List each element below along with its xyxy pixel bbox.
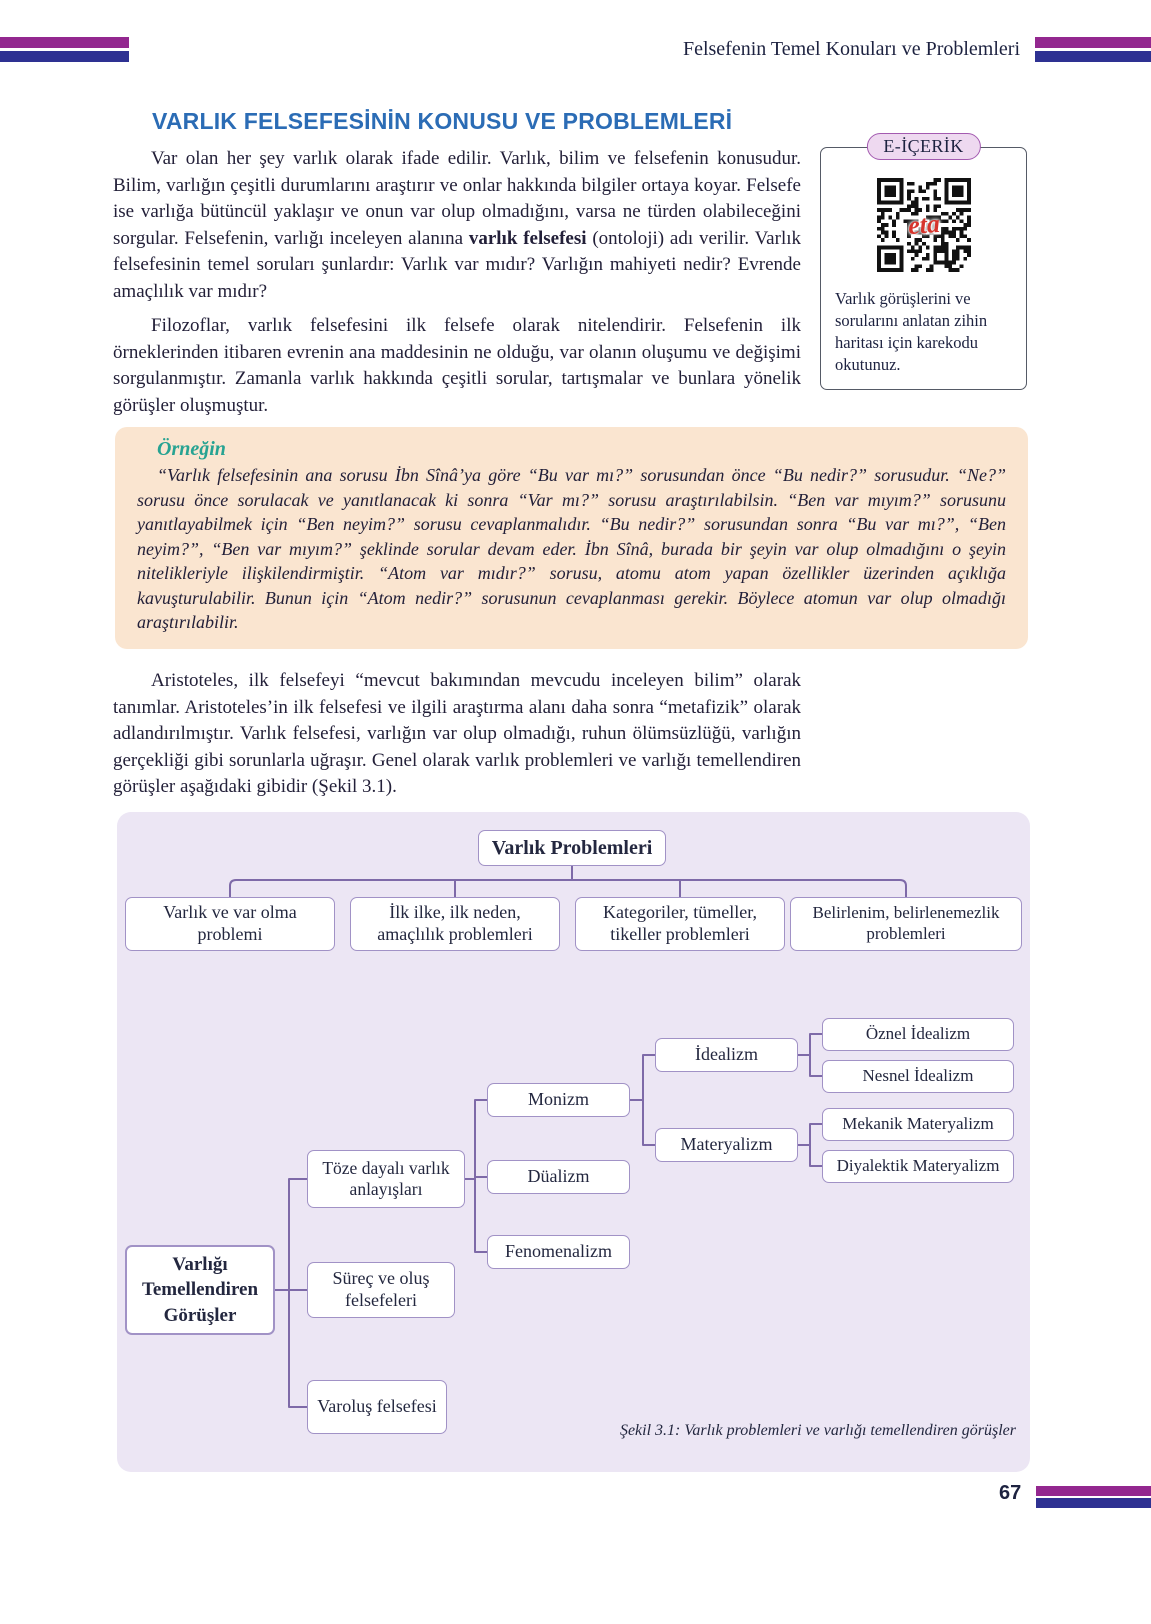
header-stripes-left [0, 37, 129, 62]
node-toze-dayali: Töze dayalı varlık anlayışları [307, 1150, 465, 1208]
qr-code-wrap [877, 178, 971, 272]
stripe-purple [0, 37, 129, 48]
node-ilk-ilke-ilk-neden: İlk ilke, ilk neden, amaçlılık problemleri [350, 897, 560, 951]
node-nesnel-idealizm: Nesnel İdealizm [822, 1060, 1014, 1093]
paragraph-1 [113, 146, 801, 305]
stripe-purple [1035, 37, 1151, 48]
stripe-blue [1036, 1498, 1151, 1508]
chapter-header-title: Felsefenin Temel Konuları ve Problemleri [682, 38, 1020, 60]
figure-3-1-panel [117, 812, 1030, 1472]
node-varolus-felsefesi: Varoluş felsefesi [307, 1380, 447, 1434]
node-varlik-ve-var-olma: Varlık ve var olma problemi [125, 897, 335, 951]
node-idealizm: İdealizm [655, 1038, 798, 1072]
eta-logo: eta [906, 208, 941, 241]
page-number: 67 [999, 1482, 1022, 1504]
node-materyalizm: Materyalizm [655, 1128, 798, 1162]
footer-stripes [1036, 1486, 1151, 1508]
node-fenomenalizm: Fenomenalizm [487, 1235, 630, 1269]
header-stripes-right [1035, 37, 1151, 62]
e-content-label: E-İÇERİK [866, 133, 980, 160]
body-text-column [113, 146, 801, 419]
node-varlik-problemleri: Varlık Problemleri [478, 830, 666, 866]
section-title: VARLIK FELSEFESİNİN KONUSU VE PROBLEMLERİ [152, 108, 733, 134]
node-dualizm: Düalizm [487, 1160, 630, 1194]
example-title: Örneğin [157, 438, 226, 460]
node-surec-ve-olus: Süreç ve oluş felsefeleri [307, 1262, 455, 1318]
node-monizm: Monizm [487, 1083, 630, 1117]
e-content-caption: Varlık görüşlerini ve sorularını anlatan zihin haritası için karekodu okutunuz. [835, 289, 988, 374]
paragraph-3: Aristoteles, ilk felsefeyi “mevcut bakımından mevcudu inceleyen bilim” olarak tanımlar. Aristoteles’in ilk felsefesi ve ilgili araştırma alanı daha sonra “metafizik” olarak adlandırılmıştır. Varlık felsefesi, varlığın var olup olmadığı, ruhun ölümsüzlüğü, varlığın gerçekliği gibi sorunlarla uğraşır. Genel olarak varlık problemleri ve varlığı temellendiren görüşler aşağıdaki gibidir (Şekil 3.1). [113, 670, 801, 797]
stripe-purple [1036, 1486, 1151, 1496]
example-box [115, 427, 1028, 649]
stripe-blue [1035, 51, 1151, 62]
e-content-box [820, 136, 1027, 390]
node-diyalektik-materyalizm: Diyalektik Materyalizm [822, 1150, 1014, 1183]
example-body: “Varlık felsefesinin ana sorusu İbn Sînâ’ya göre “Bu var mı?” sorusundan önce “Bu nedir?” sorusudur. “Ne?” sorusu önce sorulacak ve yanıtlanacak ki sonra “Var mı?” sorusu araştırılabilsin. “Ben var mıyım?” sorusunu yanıtlayabilmek için “Ben neyim?” sorusu cevaplanmalıdır. “Bu nedir?” sorusundan sonra “Bu var mı?”, “Ben neyim?”, “Ben var mıyım?” şeklinde sorular devam eder. İbn Sînâ, burada bir şeyin var olup olmadığını o şeyin nitelikleriyle ilişkilendirmiştir. “Atom var mıdır?” sorusu, atomu atom yapan özellikler üzerinden açıklığa kavuşturulabilir. Bunun için “Atom nedir?” sorusunun cevaplanması gerekir. Böylece atomun var olup olmadığı araştırılabilir. [137, 465, 1006, 632]
node-mekanik-materyalizm: Mekanik Materyalizm [822, 1108, 1014, 1141]
node-kategoriler-tumeller: Kategoriler, tümeller, tikeller problemleri [575, 897, 785, 951]
node-varligi-temellendiren-gorusler: Varlığı Temellendiren Görüşler [125, 1245, 275, 1335]
paragraph-1-text-after: (ontoloji) adı verilir. Varlık felsefesinin temel soruları şunlardır: Varlık var mıdır? Varlığın mahiyeti nedir? Evrende amaçlılık var mıdır? [113, 227, 801, 302]
paragraph-1-text: Var olan her şey varlık olarak ifade edilir. Varlık, bilim ve felsefenin konusudur. Bilim, varlığın çeşitli durumlarını araştırır ve onlar hakkında bilgiler ortaya koyar. Felsefe ise varlığa bütüncül yaklaşır ve onun var olup olmadığını, varsa ne türden olabileceğini sorgular. Felsefenin, varlığı inceleyen alanına [113, 148, 801, 249]
stripe-blue [0, 51, 129, 62]
bold-term-varlik-felsefesi: varlık felsefesi [468, 227, 587, 249]
paragraph-2: Filozoflar, varlık felsefesini ilk felsefe olarak nitelendirir. Felsefenin ilk örneklerinden itibaren evrenin ana maddesinin ne olduğu, var olanın oluşumu ve değişimi sorgulanmıştır. Zamanla varlık hakkında çeşitli sorular, tartışmalar ve bunlara yönelik görüşler oluşmuştur. [113, 315, 801, 416]
figure-caption: Şekil 3.1: Varlık problemleri ve varlığı temellendiren görüşler [619, 1422, 1016, 1439]
node-belirlenim: Belirlenim, belirlenemezlik problemleri [790, 897, 1022, 951]
node-oznel-idealizm: Öznel İdealizm [822, 1018, 1014, 1051]
